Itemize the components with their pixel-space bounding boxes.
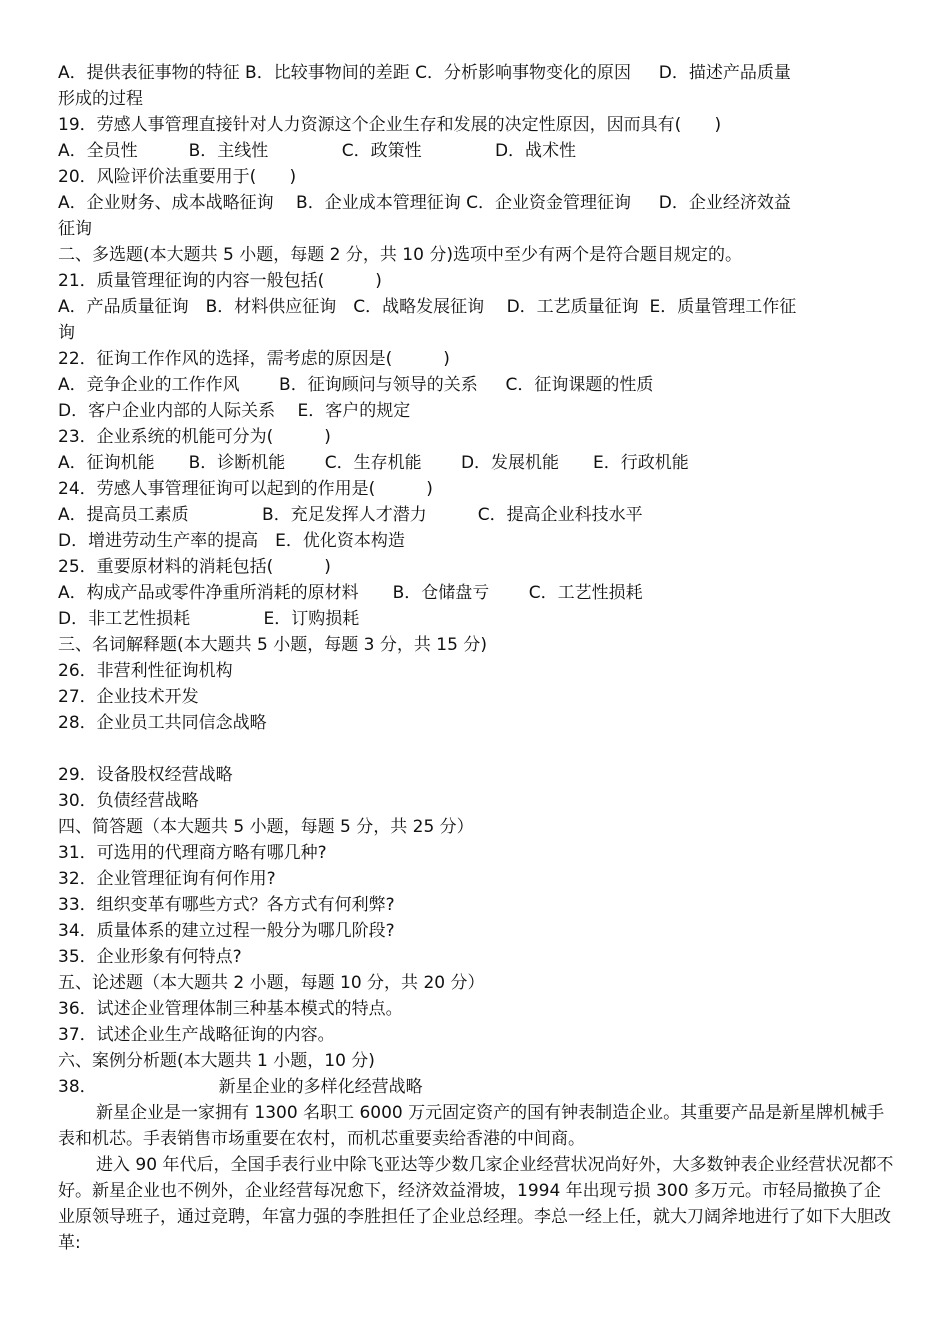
q34-question: 34．质量体系的建立过程一般分为哪几阶段? <box>58 921 395 941</box>
q18-options-line1: A．提供表征事物的特征 B．比较事物间的差距 C．分析影响事物变化的原因 D．描述产品质量 <box>58 63 791 83</box>
q37-question: 37．试述企业生产战略征询的内容。 <box>58 1025 335 1045</box>
q23-question: 23．企业系统的机能可分为( ) <box>58 427 331 447</box>
q25-options-line2: D．非工艺性损耗 E．订购损耗 <box>58 609 360 629</box>
q24-options-line2: D．增进劳动生产率的提高 E．优化资本构造 <box>58 531 405 551</box>
q31-question: 31．可选用的代理商方略有哪几种? <box>58 843 327 863</box>
q27-term: 27．企业技术开发 <box>58 687 199 707</box>
q29-term: 29．设备股权经营战略 <box>58 765 233 785</box>
q28-term: 28．企业员工共同信念战略 <box>58 713 267 733</box>
section-6-heading: 六、案例分析题(本大题共 1 小题，10 分) <box>58 1051 375 1071</box>
case-paragraph-1: 新星企业是一家拥有 1300 名职工 6000 万元固定资产的国有钟表制造企业。其重要产品是新星牌机械手表和机芯。手表销售市场重要在农村，而机芯重要卖给香港的中间商。 <box>58 1103 885 1149</box>
q21-question: 21．质量管理征询的内容一般包括( ) <box>58 271 382 291</box>
q25-options-line1: A．构成产品或零件净重所消耗的原材料 B．仓储盘亏 C．工艺性损耗 <box>58 583 643 603</box>
section-5-heading: 五、论述题（本大题共 2 小题，每题 10 分，共 20 分） <box>58 973 485 993</box>
q33-question: 33．组织变革有哪些方式？各方式有何利弊? <box>58 895 395 915</box>
section-3-heading: 三、名词解释题(本大题共 5 小题，每题 3 分，共 15 分) <box>58 635 487 655</box>
q20-question: 20．风险评价法重要用于( ) <box>58 167 297 187</box>
q20-options-line2: 征询 <box>58 219 92 239</box>
q36-question: 36．试述企业管理体制三种基本模式的特点。 <box>58 999 403 1019</box>
q25-question: 25．重要原材料的消耗包括( ) <box>58 557 331 577</box>
case-paragraph-2: 进入 90 年代后，全国手表行业中除飞亚达等少数几家企业经营状况尚好外，大多数钟表企业经营状况都不好。新星企业也不例外，企业经营每况愈下，经济效益滑坡，1994 年出现亏损 300 多万元。市轻局撤换了企业原领导班子，通过竞聘，年富力强的李胜担任了企业总经理。李总一经上任，就大刀阔斧地进行了如下大胆改革: <box>58 1155 894 1253</box>
q21-options-line1: A．产品质量征询 B．材料供应征询 C．战略发展征询 D．工艺质量征询 E．质量管理工作征 <box>58 297 797 317</box>
q18-options-line2: 形成的过程 <box>58 89 143 109</box>
case-title: 新星企业的多样化经营战略 <box>218 1077 423 1097</box>
section-4-heading: 四、简答题（本大题共 5 小题，每题 5 分，共 25 分） <box>58 817 474 837</box>
q26-term: 26．非营利性征询机构 <box>58 661 233 681</box>
blank-line <box>58 736 894 762</box>
q22-options-line1: A．竞争企业的工作作风 B．征询顾问与领导的关系 C．征询课题的性质 <box>58 375 654 395</box>
q24-options-line1: A．提高员工素质 B．充足发挥人才潜力 C．提高企业科技水平 <box>58 505 643 525</box>
exam-page <box>58 60 894 1256</box>
q24-question: 24．劳感人事管理征询可以起到的作用是( ) <box>58 479 433 499</box>
q19-options: A．全员性 B．主线性 C．政策性 D．战术性 <box>58 141 577 161</box>
q32-question: 32．企业管理征询有何作用? <box>58 869 276 889</box>
q20-options-line1: A．企业财务、成本战略征询 B．企业成本管理征询 C．企业资金管理征询 D．企业经济效益 <box>58 193 791 213</box>
q38-number: 38． <box>58 1077 97 1097</box>
q23-options: A．征询机能 B．诊断机能 C．生存机能 D．发展机能 E．行政机能 <box>58 453 689 473</box>
q22-question: 22．征询工作作风的选择，需考虑的原因是( ) <box>58 349 450 369</box>
section-2-heading: 二、多选题(本大题共 5 小题，每题 2 分，共 10 分)选项中至少有两个是符合题目规定的。 <box>58 245 742 265</box>
q21-options-line2: 询 <box>58 323 75 343</box>
q38-heading <box>58 1074 894 1100</box>
q22-options-line2: D．客户企业内部的人际关系 E．客户的规定 <box>58 401 411 421</box>
q19-question: 19．劳感人事管理直接针对人力资源这个企业生存和发展的决定性原因，因而具有( ) <box>58 115 722 135</box>
q30-term: 30．负债经营战略 <box>58 791 199 811</box>
q35-question: 35．企业形象有何特点? <box>58 947 242 967</box>
